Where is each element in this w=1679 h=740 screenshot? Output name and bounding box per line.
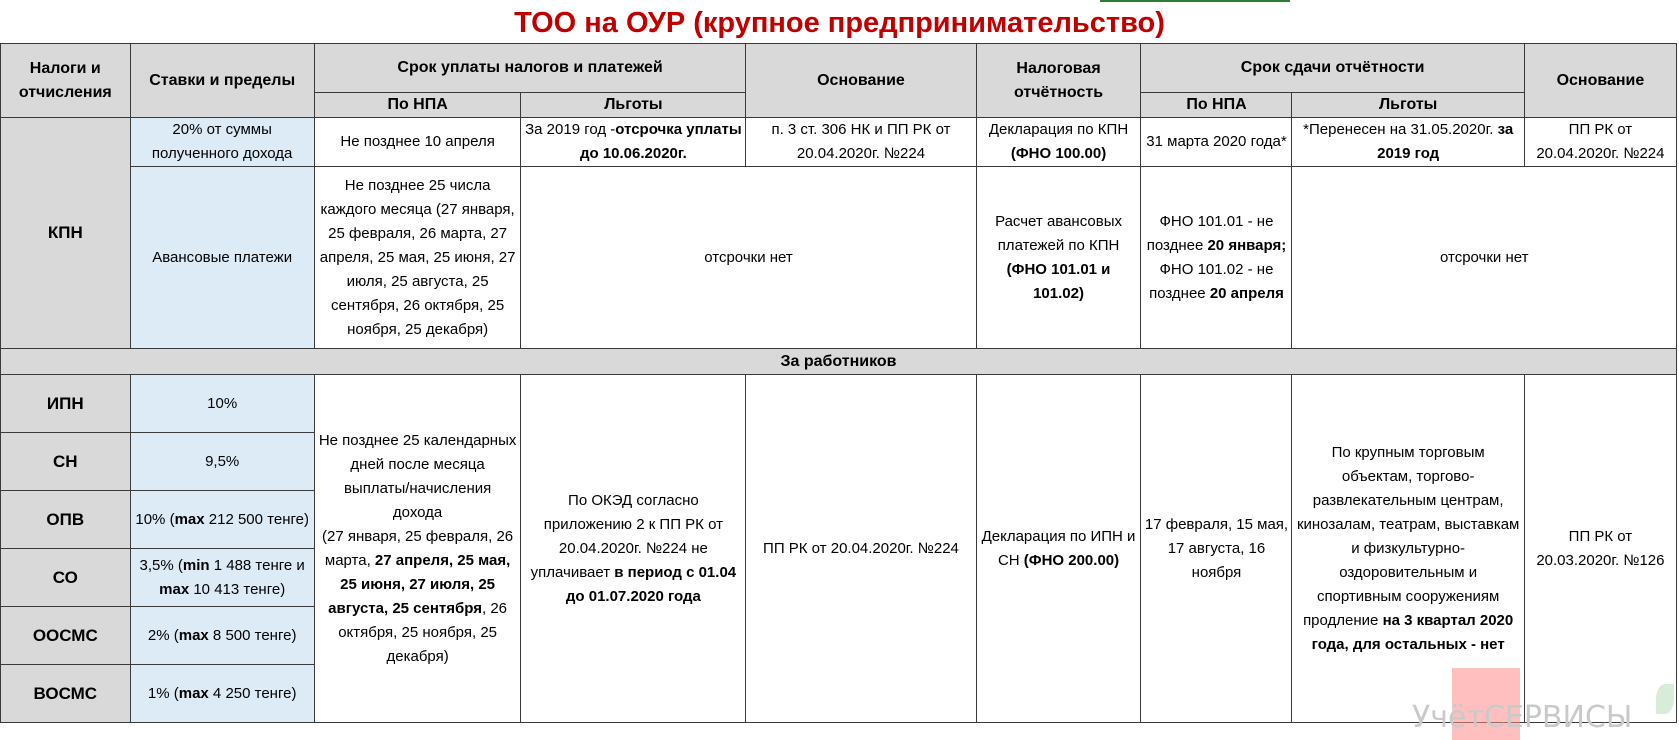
top-accent-line bbox=[1100, 0, 1290, 2]
kpn-advance-report-no-deferral: отсрочки нет bbox=[1292, 167, 1677, 349]
employees-report-benefit: По крупным торговым объектам, торгово-развлекательным центрам, кинозалам, театрам, выставкам и физкультурно-оздоровительным и спортивным сооружениям продление на 3 квартал 2020 года, для остальных - нет bbox=[1292, 375, 1524, 723]
kpn-rate: 20% от суммы полученного дохода bbox=[130, 118, 314, 167]
employees-basis-2: ПП РК от 20.03.2020г. №126 bbox=[1524, 375, 1676, 723]
header-taxes: Налоги и отчисления bbox=[1, 44, 131, 118]
tax-name-vosms: ВОСМС bbox=[1, 665, 131, 723]
employees-report: Декларация по ИПН и СН (ФНО 200.00) bbox=[976, 375, 1141, 723]
header-by-npa-1: По НПА bbox=[314, 93, 521, 118]
tax-name-oosms: ООСМС bbox=[1, 607, 131, 665]
header-benefits-2: Льготы bbox=[1292, 93, 1524, 118]
employees-basis: ПП РК от 20.04.2020г. №224 bbox=[746, 375, 976, 723]
opv-rate: 10% (max 212 500 тенге) bbox=[130, 491, 314, 549]
employees-pay-npa: Не позднее 25 календарных дней после месяца выплаты/начисления дохода (27 января, 25 февраля, 26 марта, 27 апреля, 25 мая, 25 июня, 27 июля, 25 августа, 25 сентября, 26 октября, 25 ноября, 25 декабря) bbox=[314, 375, 521, 723]
header-pay-term: Срок уплаты налогов и платежей bbox=[314, 44, 746, 93]
tax-name-opv: ОПВ bbox=[1, 491, 131, 549]
tax-name-ipn: ИПН bbox=[1, 375, 131, 433]
header-basis-2: Основание bbox=[1524, 44, 1676, 118]
tax-name-kpn: КПН bbox=[1, 118, 131, 349]
kpn-advance-report-npa: ФНО 101.01 - не позднее 20 января; ФНО 101.02 - не позднее 20 апреля bbox=[1141, 167, 1292, 349]
kpn-basis-2: ПП РК от 20.04.2020г. №224 bbox=[1524, 118, 1676, 167]
kpn-advance-pay-npa: Не позднее 25 числа каждого месяца (27 января, 25 февраля, 26 марта, 27 апреля, 25 мая, 25 июня, 27 июля, 25 августа, 25 сентября, 26 октября, 25 ноября, 25 декабря) bbox=[314, 167, 521, 349]
kpn-report-benefit: *Перенесен на 31.05.2020г. за 2019 год bbox=[1292, 118, 1524, 167]
kpn-basis: п. 3 ст. 306 НК и ПП РК от 20.04.2020г. №224 bbox=[746, 118, 976, 167]
header-rates: Ставки и пределы bbox=[130, 44, 314, 118]
page-title: ТОО на ОУР (крупное предпринимательство) bbox=[514, 7, 1165, 39]
kpn-advance-no-deferral: отсрочки нет bbox=[521, 167, 976, 349]
ipn-rate: 10% bbox=[130, 375, 314, 433]
employees-report-npa: 17 февраля, 15 мая, 17 августа, 16 ноября bbox=[1141, 375, 1292, 723]
vosms-rate: 1% (max 4 250 тенге) bbox=[130, 665, 314, 723]
header-by-npa-2: По НПА bbox=[1141, 93, 1292, 118]
leaf-icon bbox=[1656, 684, 1674, 714]
watermark-text: УчётСЕРВИСЫ bbox=[1412, 700, 1633, 735]
kpn-advance-report: Расчет авансовых платежей по КПН (ФНО 101.01 и 101.02) bbox=[976, 167, 1141, 349]
so-rate: 3,5% (min 1 488 тенге и max 10 413 тенге) bbox=[130, 549, 314, 607]
kpn-pay-benefit: За 2019 год -отсрочка уплаты до 10.06.2020г. bbox=[521, 118, 746, 167]
sn-rate: 9,5% bbox=[130, 433, 314, 491]
tax-table bbox=[0, 43, 1677, 723]
section-employees: За работников bbox=[1, 349, 1677, 375]
header-benefits-1: Льготы bbox=[521, 93, 746, 118]
kpn-advance-rate: Авансовые платежи bbox=[130, 167, 314, 349]
kpn-report: Декларация по КПН (ФНО 100.00) bbox=[976, 118, 1141, 167]
header-basis-1: Основание bbox=[746, 44, 976, 118]
tax-name-sn: СН bbox=[1, 433, 131, 491]
header-reporting: Налоговая отчётность bbox=[976, 44, 1141, 118]
employees-pay-benefit: По ОКЭД согласно приложению 2 к ПП РК от 20.04.2020г. №224 не уплачивает в период с 01.04 до 01.07.2020 года bbox=[521, 375, 746, 723]
header-report-term: Срок сдачи отчётности bbox=[1141, 44, 1524, 93]
kpn-pay-npa: Не позднее 10 апреля bbox=[314, 118, 521, 167]
kpn-report-npa: 31 марта 2020 года* bbox=[1141, 118, 1292, 167]
tax-name-so: СО bbox=[1, 549, 131, 607]
oosms-rate: 2% (max 8 500 тенге) bbox=[130, 607, 314, 665]
